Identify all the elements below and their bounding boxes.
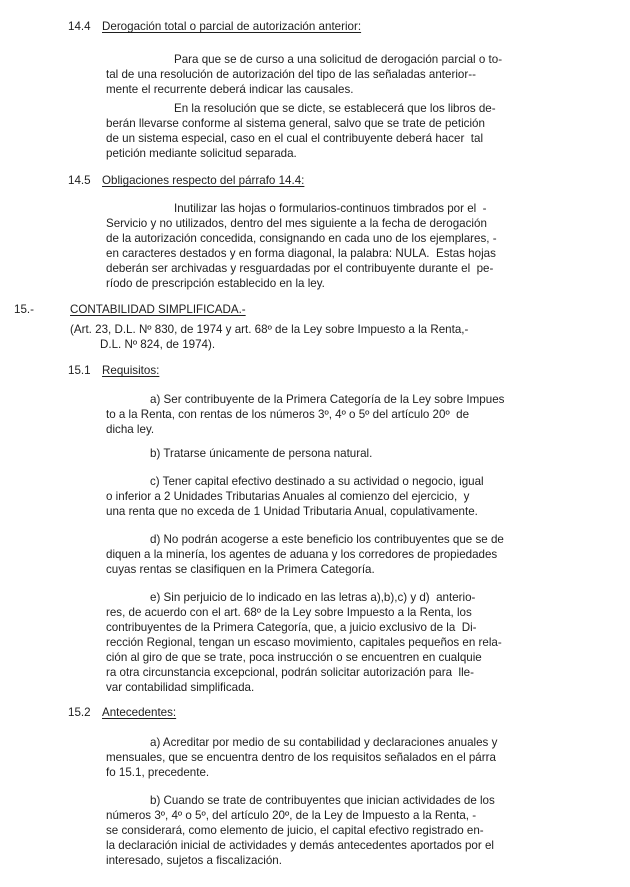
item-line: a) Acreditar por medio de su contabilidad y declaraciones anuales y (150, 736, 498, 749)
section-14-4-heading: Derogación total o parcial de autorización anterior: (102, 20, 362, 33)
item-line: dicha ley. (106, 423, 155, 436)
legal-reference-line: D.L. Nº 824, de 1974). (100, 338, 216, 351)
paragraph-line: en caracteres destados y en forma diagonal, la palabra: NULA. Estas hojas (106, 247, 496, 260)
item-line: b) Cuando se trate de contribuyentes que inician actividades de los (150, 794, 495, 807)
paragraph-line: Inutilizar las hojas o formularios-continuos timbrados por el - (174, 202, 487, 215)
section-14-5-number: 14.5 (68, 174, 91, 187)
item-line: números 3º, 4º o 5º, del artículo 20º, de la Ley de Impuesto a la Renta, - (106, 809, 477, 822)
section-15-2-number: 15.2 (68, 706, 91, 719)
paragraph-line: mente el recurrente deberá indicar las causales. (106, 83, 354, 96)
section-14-5-heading: Obligaciones respecto del párrafo 14.4: (102, 174, 305, 187)
item-line: diquen a la minería, los agentes de aduana y los corredores de propiedades (106, 548, 498, 561)
paragraph-line: petición mediante solicitud separada. (106, 147, 297, 160)
paragraph-line: deberán ser archivadas y resguardadas por el contribuyente durante el pe- (106, 262, 494, 275)
item-line: interesado, sujetos a fiscalización. (106, 854, 282, 867)
item-line: res, de acuerdo con el art. 68º de la Ley sobre Impuesto a la Renta, los (106, 606, 472, 619)
item-line: o inferior a 2 Unidades Tributarias Anuales al comienzo del ejercicio, y (106, 490, 470, 503)
paragraph-line: berán llevarse conforme al sistema general, salvo que se trate de petición (106, 117, 485, 130)
item-line: b) Tratarse únicamente de persona natural. (150, 447, 373, 460)
item-line: fo 15.1, precedente. (106, 766, 210, 779)
paragraph-line: de la autorización concedida, consignando en cada uno de los ejemplares, - (106, 232, 497, 245)
item-line: c) Tener capital efectivo destinado a su actividad o negocio, igual (150, 475, 484, 488)
item-line: d) No podrán acogerse a este beneficio los contribuyentes que se de (150, 533, 504, 546)
paragraph-line: de un sistema especial, caso en el cual el contribuyente deberá hacer tal (106, 132, 484, 145)
item-line: la declaración inicial de actividades y demás antecedentes aportados por el (106, 839, 494, 852)
item-line: var contabilidad simplificada. (106, 681, 255, 694)
legal-reference-line: (Art. 23, D.L. Nº 830, de 1974 y art. 68º de la Ley sobre Impuesto a la Renta,- (70, 323, 469, 336)
section-15-2-heading: Antecedentes: (102, 706, 177, 719)
section-15-heading: CONTABILIDAD SIMPLIFICADA.- (70, 303, 246, 316)
item-line: mensuales, que se encuentra dentro de los requisitos señalados en el párra (106, 751, 496, 764)
paragraph-line: Servicio y no utilizados, dentro del mes siguiente a la fecha de derogación (106, 217, 487, 230)
item-line: to a la Renta, con rentas de los números 3º, 4º o 5º del artículo 20º de (106, 408, 470, 421)
item-line: rección Regional, tengan un escaso movimiento, capitales pequeños en rela- (106, 636, 502, 649)
section-14-4-number: 14.4 (68, 20, 91, 33)
item-line: ción al giro de que se trate, poca instrucción o se encuentren en cualquie (106, 651, 482, 664)
item-line: ra otra circunstancia excepcional, podrán solicitar autorización para lle- (106, 666, 474, 679)
paragraph-line: En la resolución que se dicte, se establecerá que los libros de- (174, 102, 496, 115)
item-line: cuyas rentas se clasifiquen en la Primera Categoría. (106, 563, 375, 576)
section-15-1-heading: Requisitos: (102, 364, 160, 377)
item-line: e) Sin perjuicio de lo indicado en las letras a),b),c) y d) anterio- (150, 591, 476, 604)
section-15-number: 15.- (14, 303, 34, 316)
item-line: a) Ser contribuyente de la Primera Categoría de la Ley sobre Impues (150, 393, 505, 406)
item-line: contribuyentes de la Primera Categoría, que, a juicio exclusivo de la Di- (106, 621, 477, 634)
paragraph-line: ríodo de prescripción establecido en la ley. (106, 277, 325, 290)
paragraph-line: tal de una resolución de autorización del tipo de las señaladas anterior-- (106, 68, 476, 81)
item-line: una renta que no exceda de 1 Unidad Tributaria Anual, copulativamente. (106, 505, 478, 518)
section-15-1-number: 15.1 (68, 364, 91, 377)
item-line: se considerará, como elemento de juicio, el capital efectivo registrado en- (106, 824, 484, 837)
paragraph-line: Para que se de curso a una solicitud de derogación parcial o to- (174, 53, 503, 66)
